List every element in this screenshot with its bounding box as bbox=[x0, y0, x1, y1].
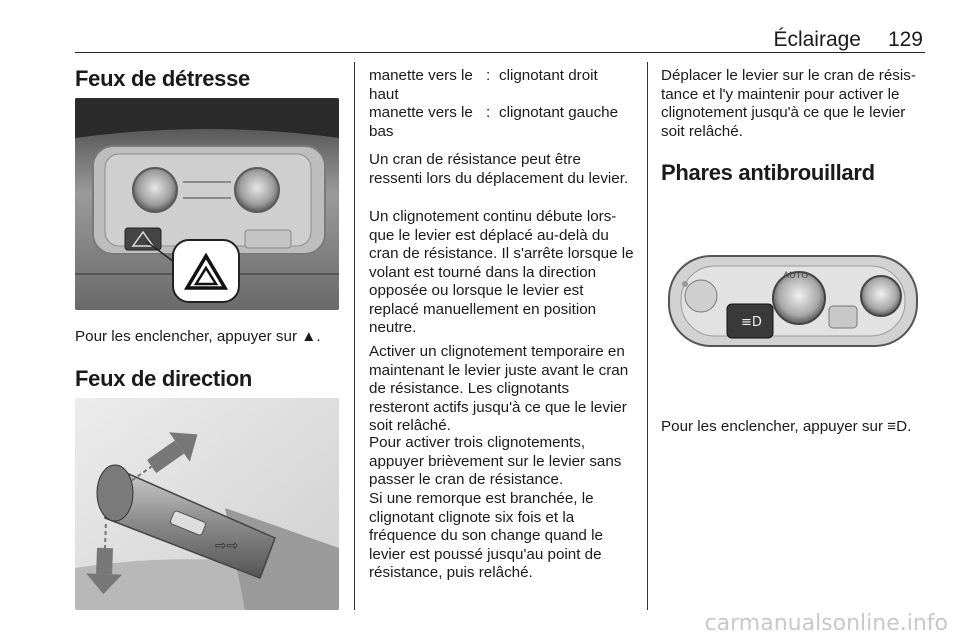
paragraph: Un clignotement continu débute lors-que le levier est déplacé au-delà du cran de résistance. Il s'arrête lorsque le volant est tourné dans la direction opposée ou lorsque le levier est replacé manuellement en position neutre. bbox=[369, 208, 634, 336]
hazard-triangle-icon: ▲ bbox=[301, 328, 317, 345]
svg-text:≡D: ≡D bbox=[741, 315, 762, 330]
definition-row bbox=[369, 67, 633, 104]
heading-turn-signals: Feux de direction bbox=[75, 366, 253, 391]
heading-fog-lights: Phares antibrouillard bbox=[661, 160, 875, 185]
paragraph: Activer un clignotement temporaire en maintenant le levier juste avant le cran de résistance. Les clignotants resteront actifs jusqu'à ce que le levier soit relâché. bbox=[369, 343, 629, 434]
definition-key: manette vers le bas bbox=[369, 104, 473, 140]
definition-row bbox=[369, 104, 633, 141]
column-divider bbox=[354, 62, 355, 610]
auto-switch-label: AUTO bbox=[783, 271, 809, 281]
page-number: 129 bbox=[887, 28, 923, 51]
paragraph: Un cran de résistance peut être ressenti lors du déplacement du levier. bbox=[369, 151, 629, 187]
section-title: Éclairage bbox=[773, 28, 861, 51]
definition-colon: : bbox=[486, 67, 491, 84]
definition-value: clignotant gauche bbox=[499, 104, 619, 121]
definition-value: clignotant droit bbox=[499, 67, 598, 84]
paragraph: Pour activer trois clignotements, appuyer brièvement sur le levier sans passer le cran de résistance. bbox=[369, 434, 622, 488]
definition-colon: : bbox=[486, 104, 491, 121]
hazard-switch-figure bbox=[75, 98, 339, 310]
front-fog-light-icon: ≡D bbox=[887, 418, 908, 435]
hazard-instruction: Pour les enclencher, appuyer sur ▲. bbox=[75, 328, 321, 345]
column-divider bbox=[647, 62, 648, 610]
paragraph: Si une remorque est branchée, le clignotant clignote six fois et la fréquence du son change quand le levier est poussé jusqu'au point de résistance, puis relâché. bbox=[369, 490, 603, 581]
turn-signal-definition-list bbox=[369, 67, 633, 141]
watermark: carmanualsonline.info bbox=[704, 611, 948, 636]
page-header bbox=[75, 26, 925, 53]
svg-text:⇨⇨: ⇨⇨ bbox=[215, 538, 239, 554]
paragraph: Déplacer le levier sur le cran de résis-tance et l'y maintenir pour activer le clignotement jusqu'à ce que le levier soit relâché. bbox=[661, 67, 916, 140]
heading-hazard-lights: Feux de détresse bbox=[75, 66, 250, 91]
turn-signal-lever-figure bbox=[75, 398, 339, 610]
fog-instruction: Pour les enclencher, appuyer sur ≡D. bbox=[661, 418, 912, 435]
definition-key: manette vers le haut bbox=[369, 67, 473, 103]
fog-light-switch-figure bbox=[661, 192, 925, 404]
